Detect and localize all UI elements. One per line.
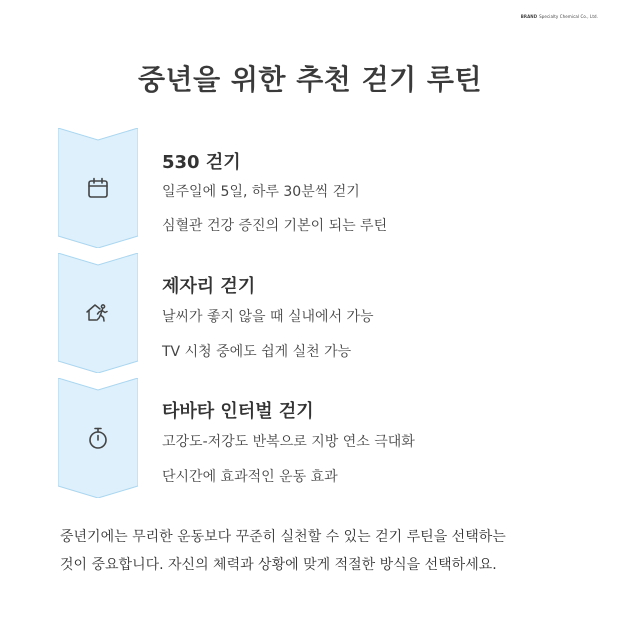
home-walking-icon xyxy=(85,300,111,326)
section-1-line-1: 일주일에 5일, 하루 30분씩 걷기 xyxy=(162,184,360,200)
section-2-line-1: 날씨가 좋지 않을 때 실내에서 가능 xyxy=(162,309,374,325)
brand-mark xyxy=(521,14,598,19)
section-3-line-1: 고강도-저강도 반복으로 지방 연소 극대화 xyxy=(162,434,415,450)
stopwatch-icon xyxy=(85,425,111,451)
summary-paragraph xyxy=(60,523,570,579)
section-2-line-2: TV 시청 중에도 쉽게 실천 가능 xyxy=(162,344,352,360)
section-1-line-2: 심혈관 건강 증진의 기본이 되는 루틴 xyxy=(162,218,388,234)
brand-tagline: Specialty Chemical Co., Ltd. xyxy=(539,14,598,19)
summary-line-2: 것이 중요합니다. 자신의 체력과 상황에 맞게 적절한 방식을 선택하세요. xyxy=(60,557,497,573)
step-chevron-1 xyxy=(58,128,138,248)
summary-line-1: 중년기에는 무리한 운동보다 꾸준히 실천할 수 있는 걷기 루틴을 선택하는 xyxy=(60,529,506,545)
section-title-3: 타바타 인터벌 걷기 xyxy=(162,401,314,422)
step-chevron-2 xyxy=(58,253,138,373)
section-title-1: 530 걷기 xyxy=(162,152,241,173)
section-3-line-2: 단시간에 효과적인 운동 효과 xyxy=(162,469,338,485)
section-title-2: 제자리 걷기 xyxy=(162,276,256,297)
page-title: 중년을 위한 추천 걷기 루틴 xyxy=(137,63,483,96)
brand-name: BRAND xyxy=(520,14,538,19)
calendar-icon xyxy=(85,175,111,201)
step-chevron-3 xyxy=(58,378,138,498)
